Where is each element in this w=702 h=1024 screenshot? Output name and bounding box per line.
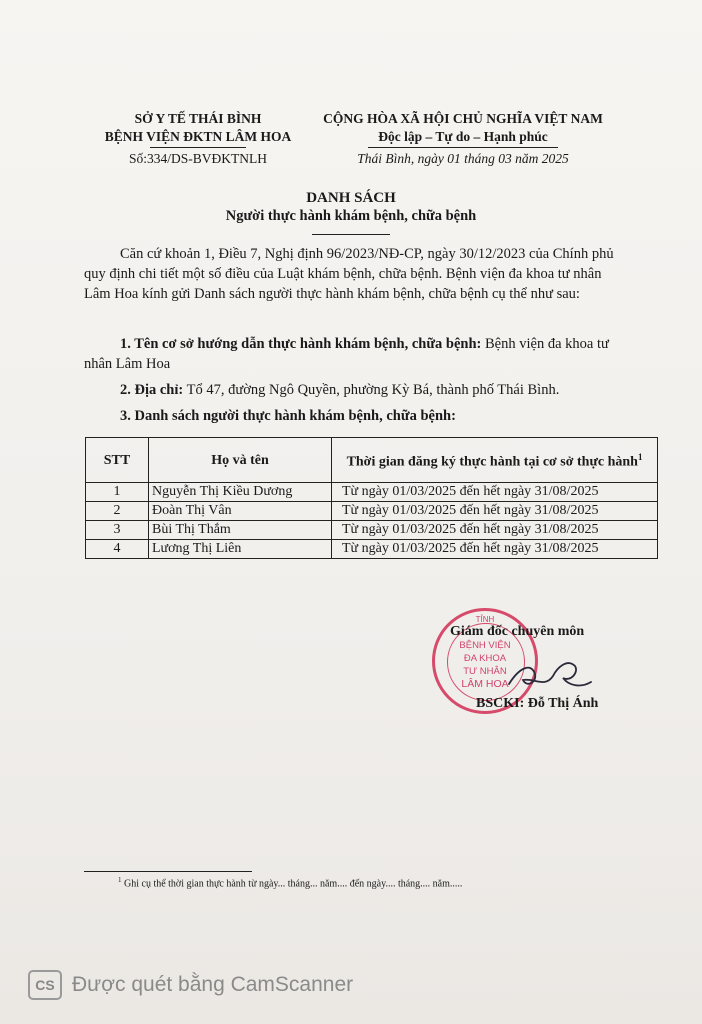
doc-number: Số:334/DS-BVĐKTNLH (128, 151, 267, 166)
row-name: Lương Thị Liên (149, 540, 332, 559)
row-stt: 3 (86, 521, 149, 540)
scanner-watermark (28, 970, 353, 1000)
row-stt: 1 (86, 483, 149, 502)
issuer-block (88, 110, 308, 168)
org-line1: SỞ Y TẾ THÁI BÌNH (134, 111, 262, 126)
row-period: Từ ngày 01/03/2025 đến hết ngày 31/08/2025 (332, 483, 658, 502)
item-2-value: Tổ 47, đường Ngô Quyền, phường Kỳ Bá, thành phố Thái Bình. (186, 382, 560, 398)
row-name: Đoàn Thị Vân (149, 502, 332, 521)
table-header-row (86, 438, 658, 483)
scanner-label: Được quét bằng CamScanner (72, 973, 354, 996)
stamp-line-3: TƯ NHÂN (463, 666, 507, 677)
stamp-line-2: ĐA KHOA (463, 653, 507, 664)
item-3-label: 3. Danh sách người thực hành khám bệnh, chữa bệnh: (120, 408, 456, 424)
row-stt: 2 (86, 502, 149, 521)
org-underline (150, 147, 246, 148)
stamp-line-1: BỆNH VIỆN (459, 640, 511, 651)
org-line2: BỆNH VIỆN ĐKTN LÂM HOA (104, 129, 292, 144)
col-name: Họ và tên (149, 438, 332, 483)
col-stt: STT (86, 438, 149, 483)
table-row (86, 483, 658, 502)
table-row (86, 502, 658, 521)
col-period-footnote-mark: 1 (637, 452, 643, 463)
handwritten-signature (505, 648, 595, 696)
intro-paragraph: Căn cứ khoản 1, Điều 7, Nghị định 96/2023/NĐ-CP, ngày 30/12/2023 của Chính phủ quy định chi tiết một số điều của Luật khám bệnh, chữa bệnh. Bệnh viện đa khoa tư nhân Lâm Hoa kính gửi Danh sách người thực hành khám bệnh, chữa bệnh cụ thể như sau: (84, 246, 614, 302)
row-name: Nguyễn Thị Kiều Dương (149, 483, 332, 502)
col-period (332, 438, 658, 483)
practitioner-table (85, 437, 658, 559)
place-date: Thái Bình, ngày 01 tháng 03 năm 2025 (357, 151, 569, 166)
table-row (86, 521, 658, 540)
stamp-top-text: TỈNH (475, 615, 495, 624)
item-1-label: 1. Tên cơ sở hướng dẫn thực hành khám bệnh, chữa bệnh: (120, 336, 482, 352)
signer-role: Giám đốc chuyên môn (450, 624, 585, 639)
stamp-line-4: LÂM HOA (461, 678, 509, 690)
item-1-value: Bệnh viện đa khoa tư nhân Lâm Hoa (84, 336, 609, 372)
footnote-text: Ghi cụ thể thời gian thực hành từ ngày... tháng... năm.... đến ngày.... tháng.... năm..... (124, 878, 463, 890)
camscanner-logo-icon: CS (28, 970, 62, 1000)
footnote (118, 876, 462, 889)
col-period-text: Thời gian đăng ký thực hành tại cơ sở thực hành (346, 454, 638, 470)
footnote-mark: 1 (118, 876, 122, 884)
signer-name: BSCKI: Đỗ Thị Ánh (476, 696, 599, 711)
row-period: Từ ngày 01/03/2025 đến hết ngày 31/08/2025 (332, 502, 658, 521)
row-name: Bùi Thị Thắm (149, 521, 332, 540)
item-2-label: 2. Địa chỉ: (120, 382, 184, 398)
footnote-rule (84, 871, 252, 872)
nation-line2: Độc lập – Tự do – Hạnh phúc (378, 129, 548, 144)
row-period: Từ ngày 01/03/2025 đến hết ngày 31/08/2025 (332, 521, 658, 540)
row-stt: 4 (86, 540, 149, 559)
row-period: Từ ngày 01/03/2025 đến hết ngày 31/08/2025 (332, 540, 658, 559)
item-1 (84, 334, 614, 374)
nation-line1: CỘNG HÒA XÃ HỘI CHỦ NGHĨA VIỆT NAM (323, 111, 603, 126)
title-underline (312, 234, 390, 235)
doc-title: DANH SÁCH (306, 190, 396, 206)
motto-underline (368, 147, 558, 148)
nation-block (318, 110, 608, 168)
table-row (86, 540, 658, 559)
item-2 (84, 380, 614, 400)
doc-subtitle: Người thực hành khám bệnh, chữa bệnh (225, 208, 477, 224)
